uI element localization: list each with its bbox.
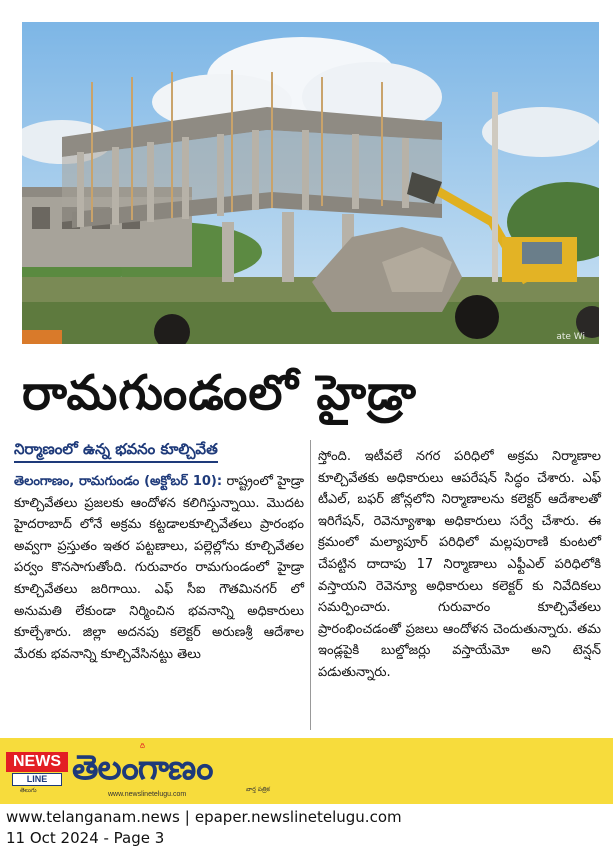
- news-logo-text: NEWS: [6, 752, 68, 772]
- news-photo: [22, 22, 599, 344]
- footer-links: [6, 808, 402, 826]
- image-credit: ate Wi: [556, 332, 585, 342]
- article-body-left: [14, 471, 304, 665]
- subheadline: నిర్మాణంలో ఉన్న భవనం కూల్చివేత: [14, 437, 218, 463]
- site-link-telanganam[interactable]: www.telanganam.news: [6, 808, 180, 826]
- masthead-url: www.newslinetelugu.com: [108, 791, 187, 798]
- dateline: తెలంగాణం, రామగుండం (అక్టోబర్ 10):: [14, 474, 223, 489]
- site-link-epaper[interactable]: epaper.newslinetelugu.com: [194, 808, 402, 826]
- article-column-left: [14, 437, 304, 665]
- line-logo-text: LINE: [12, 773, 62, 786]
- footer-separator: |: [184, 808, 190, 826]
- telanganam-logo[interactable]: తెలంగాణం: [72, 748, 213, 788]
- column-divider: [310, 440, 311, 730]
- demolition-photo: [22, 22, 599, 344]
- newsline-logo[interactable]: [6, 752, 68, 794]
- edition-date-page: 11 Oct 2024 - Page 3: [6, 829, 165, 847]
- left-body-text: రాష్ట్రంలో హైడ్రా కూల్చివేతలు ప్రజలకు ఆందోళన కలిగిస్తున్నాయి. మొదట హైదరాబాద్ లోనే అక్రమ కట్టడాలకూల్చివేతలు ప్రారంభం అవ్వగా ప్రస్తుతం ఇతర పట్టణాలు, పల్లెల్లోను కూల్చివేతల పర్వం కొనసాగుతోంది. గురువారం రామగుండంలో హైడ్రా కూల్చివేతలు జరిగాయి. ఎఫ్ సీఐ గౌతమినగర్ లో అనుమతి లేకుండా నిర్మించిన భవనాన్ని అధికారులు కూల్చేశారు. జిల్లా అదనపు కలెక్టర్ అరుణశ్రీ ఆదేశాల మేరకు భవనాన్ని కూల్చివేసినట్టు తెలు: [14, 474, 304, 662]
- masthead-small-top: ది: [140, 742, 145, 750]
- article-body-right: స్తోంది. ఇటీవలే నగర పరిధిలో అక్రమ నిర్మాణాల కూల్చివేతకు అధికారులు ఆపరేషన్ సిద్ధం చేశారు. ఎఫ్ టీఎల్, బఫర్ జోన్లలోని నిర్మాణాలను కలెక్టర్ ఆదేశాలతో ఇరిగేషన్, రెవెన్యూశాఖ అధికారులు సర్వే చేశారు. ఈ క్రమంలో మల్యాపూర్ పరిధిలో మల్లపురాణి కుంటలో చేపట్టిన దాదాపు 17 నిర్మాణాలు ఎఫ్టీఎల్ పరిధిలోకి వస్తాయని రెవెన్యూ అధికారులు కలెక్టర్ కు నివేదికలు సమర్పించారు. గురువారం కూల్చివేతలు ప్రారంభించడంతో ప్రజలు ఆందోళన చెందుతున్నారు. తమ ఇండ్లపైకి బుల్డోజర్లు వస్తాయేమో అని టెన్షన్ పడుతున్నారు.: [318, 449, 601, 680]
- headline: రామగుండంలో హైడ్రా: [22, 365, 417, 421]
- masthead-band: [0, 738, 613, 804]
- masthead-small-right: వార్త పత్రిక: [246, 786, 270, 793]
- newsline-tag: తెలుగు: [20, 787, 37, 794]
- article-column-right: [318, 446, 601, 684]
